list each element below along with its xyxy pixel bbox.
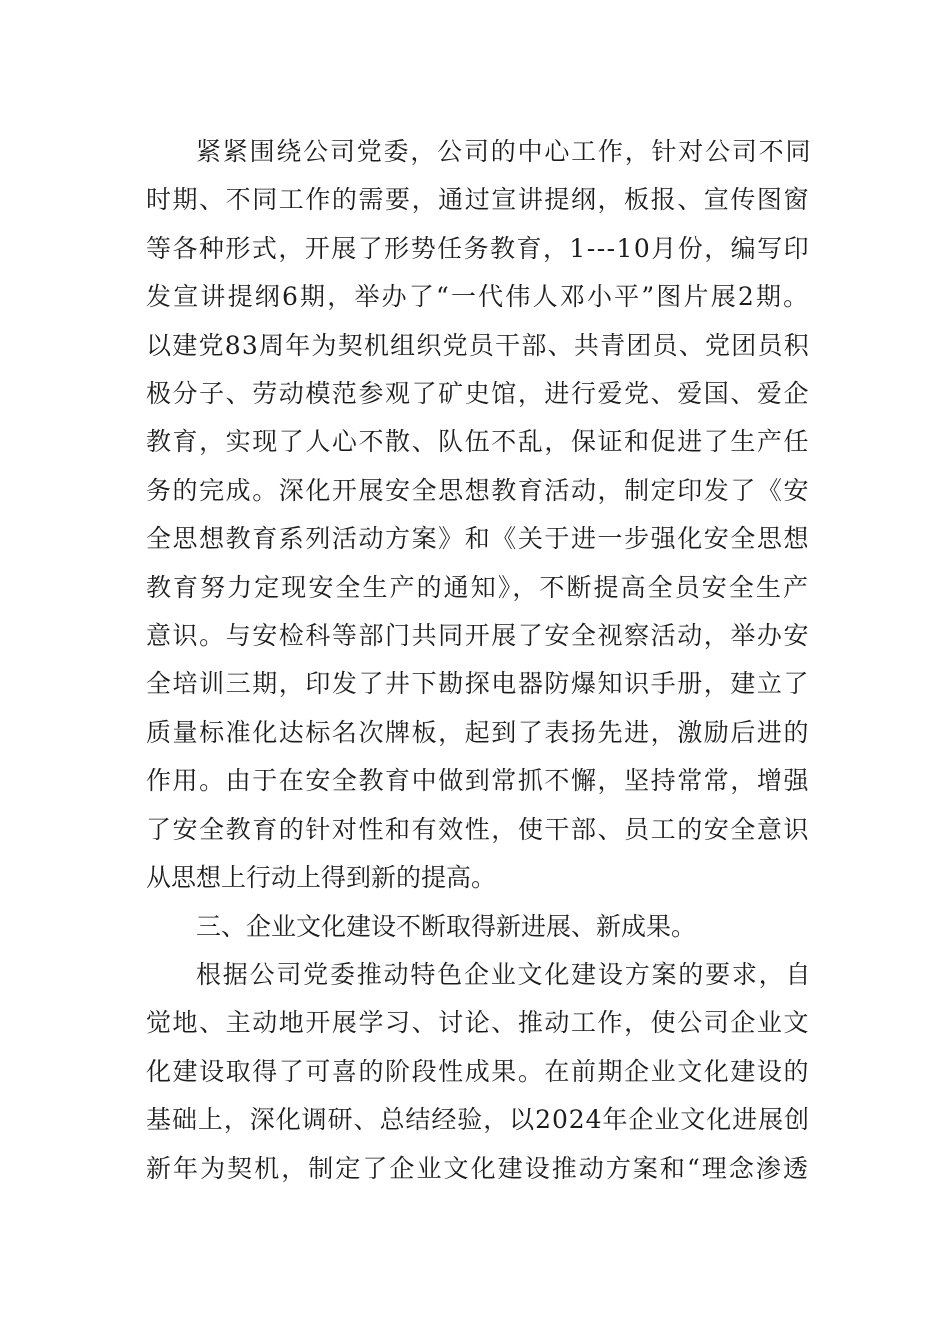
section-heading [146, 903, 810, 951]
text-line: 发宣讲提纲6期，举办了“一代伟人邓小平”图片展2期。 [146, 282, 811, 312]
text-line: 化建设取得了可喜的阶段性成果。在前期企业文化建设的 [146, 1056, 811, 1086]
text-line: 根据公司党委推动特色企业文化建设方案的要求，自 [196, 959, 810, 989]
text-line: 极分子、劳动模范参观了矿史馆，进行爱党、爱国、爱企 [146, 379, 811, 409]
paragraph-2 [146, 951, 810, 1193]
text-line: 教育努力定现安全生产的通知》，不断提高全员安全生产 [146, 572, 810, 602]
text-line: 等各种形式，开展了形势任务教育，1---10月份，编写印 [146, 233, 811, 263]
paragraph-1 [146, 128, 810, 903]
text-line: 觉地、主动地开展学习、讨论、推动工作，使公司企业文 [146, 1008, 811, 1038]
text-line: 教育，实现了人心不散、队伍不乱，保证和促进了生产任 [146, 427, 811, 457]
text-line: 以建党83周年为契机组织党员干部、共青团员、党团员积 [146, 330, 810, 360]
text-line: 全培训三期，印发了井下勘探电器防爆知识手册，建立了 [146, 669, 811, 699]
text-line: 时期、不同工作的需要，通过宣讲提纲，板报、宣传图窗 [146, 185, 811, 215]
text-line: 基础上，深化调研、总结经验，以2024年企业文化进展创 [146, 1105, 810, 1135]
text-line: 紧紧围绕公司党委，公司的中心工作，针对公司不同 [196, 137, 810, 166]
text-line: 作用。由于在安全教育中做到常抓不懈，坚持常常，增强 [146, 766, 811, 796]
text-line: 了安全教育的针对性和有效性，使干部、员工的安全意识 [146, 814, 811, 844]
text-line: 新年为契机，制定了企业文化建设推动方案和“理念渗透 [146, 1153, 810, 1183]
text-line: 全思想教育系列活动方案》和《关于进一步强化安全思想 [146, 524, 811, 554]
text-line: 意识。与安检科等部门共同开展了安全视察活动，举办安 [146, 621, 811, 651]
document-body [146, 128, 810, 1193]
text-line: 质量标准化达标名次牌板，起到了表扬先进，激励后进的 [146, 717, 811, 747]
text-line: 务的完成。深化开展安全思想教育活动，制定印发了《安 [146, 475, 811, 505]
text-line: 从思想上行动上得到新的提高。 [146, 863, 497, 893]
heading-line: 三、企业文化建设不断取得新进展、新成果。 [196, 911, 697, 941]
